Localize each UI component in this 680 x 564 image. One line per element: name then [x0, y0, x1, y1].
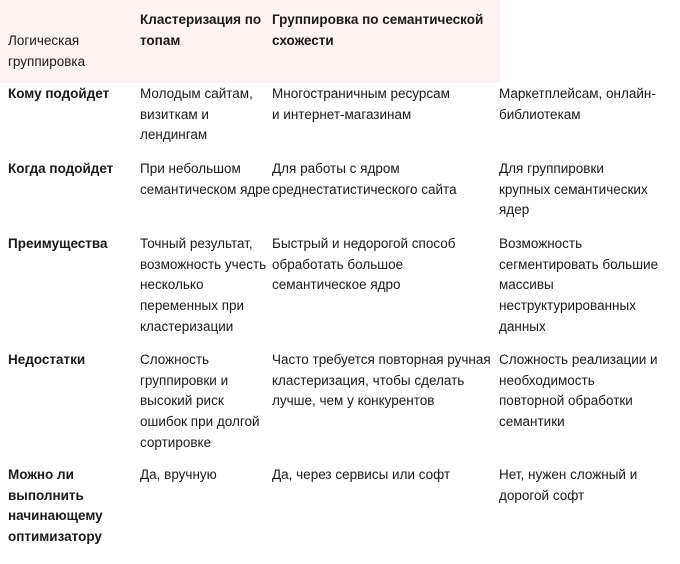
cell-line: Быстрый и недорогой способ	[272, 236, 456, 251]
table-cell	[499, 159, 675, 221]
row-label-advantages	[8, 234, 136, 255]
cell-line: ядер	[499, 202, 530, 218]
table-cell	[272, 84, 496, 125]
cell-line: библиотекам	[499, 106, 581, 122]
cell-line: крупных семантических	[499, 181, 648, 197]
cell-line: высокий риск	[140, 393, 224, 409]
table-cell	[499, 234, 675, 338]
table-cell	[272, 465, 496, 486]
cell-line: визиткам и	[140, 106, 209, 122]
cell-line: среднестатистического сайта	[272, 181, 457, 197]
table-cell	[140, 159, 270, 200]
header-col-semantic-grouping	[272, 10, 496, 51]
cell-line: Для группировки	[499, 161, 604, 176]
table-cell	[272, 234, 496, 296]
row-label-line: Преимущества	[8, 236, 108, 251]
cell-line: Часто требуется повторная ручная	[272, 352, 491, 367]
cell-line: данных	[499, 318, 546, 334]
row-label-line: Можно ли	[8, 467, 74, 482]
table-cell	[140, 84, 270, 146]
row-label-line: начинающему	[8, 508, 103, 524]
cell-line: Да, вручную	[140, 467, 217, 482]
cell-line: необходимость	[499, 372, 595, 388]
header-text-line: Кластеризация по	[140, 12, 262, 27]
row-label-line: Кому подойдет	[8, 86, 110, 101]
row-label-line: Недостатки	[8, 352, 86, 367]
header-text-line: группировка	[8, 53, 86, 69]
row-label-line: Когда подойдет	[8, 161, 114, 176]
table-cell	[272, 159, 496, 200]
cell-line: сортировке	[140, 434, 212, 450]
cell-line: несколько	[140, 277, 204, 293]
table-cell	[499, 84, 675, 125]
row-label-line: оптимизатору	[8, 529, 102, 545]
cell-line: группировки и	[140, 372, 229, 388]
cell-line: Возможность	[499, 236, 583, 251]
cell-line: семантики	[499, 414, 565, 430]
header-text-line: Группировка по семантической	[272, 12, 484, 27]
cell-line: переменных при	[140, 298, 245, 314]
cell-line: Для работы с ядром	[272, 161, 400, 176]
table-cell	[272, 350, 496, 412]
cell-line: лендингам	[140, 127, 208, 143]
cell-line: семантическое ядро	[272, 277, 401, 293]
cell-line: Да, через сервисы или софт	[272, 467, 451, 482]
cell-line: обработать большое	[272, 256, 404, 272]
cell-line: семантическом ядре	[140, 181, 271, 197]
table-cell	[499, 465, 675, 506]
cell-line: лучше, чем у конкурентов	[272, 393, 435, 409]
header-col-top-clustering	[140, 10, 270, 51]
table-cell	[140, 234, 270, 338]
cell-line: ошибок при долгой	[140, 414, 260, 430]
header-text-line: схожести	[272, 32, 334, 48]
table-cell	[140, 465, 270, 486]
header-text-line: топам	[140, 32, 181, 48]
cell-line: возможность учесть	[140, 256, 267, 272]
cell-line: кластеризация, чтобы сделать	[272, 372, 465, 388]
cell-line: При небольшом	[140, 161, 241, 176]
cell-line: массивы	[499, 277, 554, 293]
cell-line: неструктурированных	[499, 298, 636, 314]
cell-line: Сложность реализации и	[499, 352, 658, 367]
row-label-line: выполнить	[8, 487, 84, 503]
cell-line: Точный результат,	[140, 236, 253, 251]
cell-line: и интернет-магазинам	[272, 106, 412, 122]
header-col-logical-grouping	[8, 31, 136, 72]
cell-line: дорогой софт	[499, 487, 585, 503]
cell-line: Нет, нужен сложный и	[499, 467, 638, 482]
table-cell	[140, 350, 270, 454]
cell-line: Маркетплейсам, онлайн-	[499, 86, 656, 101]
row-label-when	[8, 159, 136, 180]
row-label-beginner	[8, 465, 136, 548]
table-cell	[499, 350, 675, 433]
row-label-who	[8, 84, 136, 105]
row-label-disadvantages	[8, 350, 136, 371]
cell-line: Сложность	[140, 352, 210, 367]
cell-line: Многостраничным ресурсам	[272, 86, 450, 101]
cell-line: сегментировать большие	[499, 256, 659, 272]
cell-line: повторной обработки	[499, 393, 633, 409]
cell-line: Молодым сайтам,	[140, 86, 253, 101]
header-text-line: Логическая	[8, 33, 80, 48]
cell-line: кластеризации	[140, 318, 234, 334]
